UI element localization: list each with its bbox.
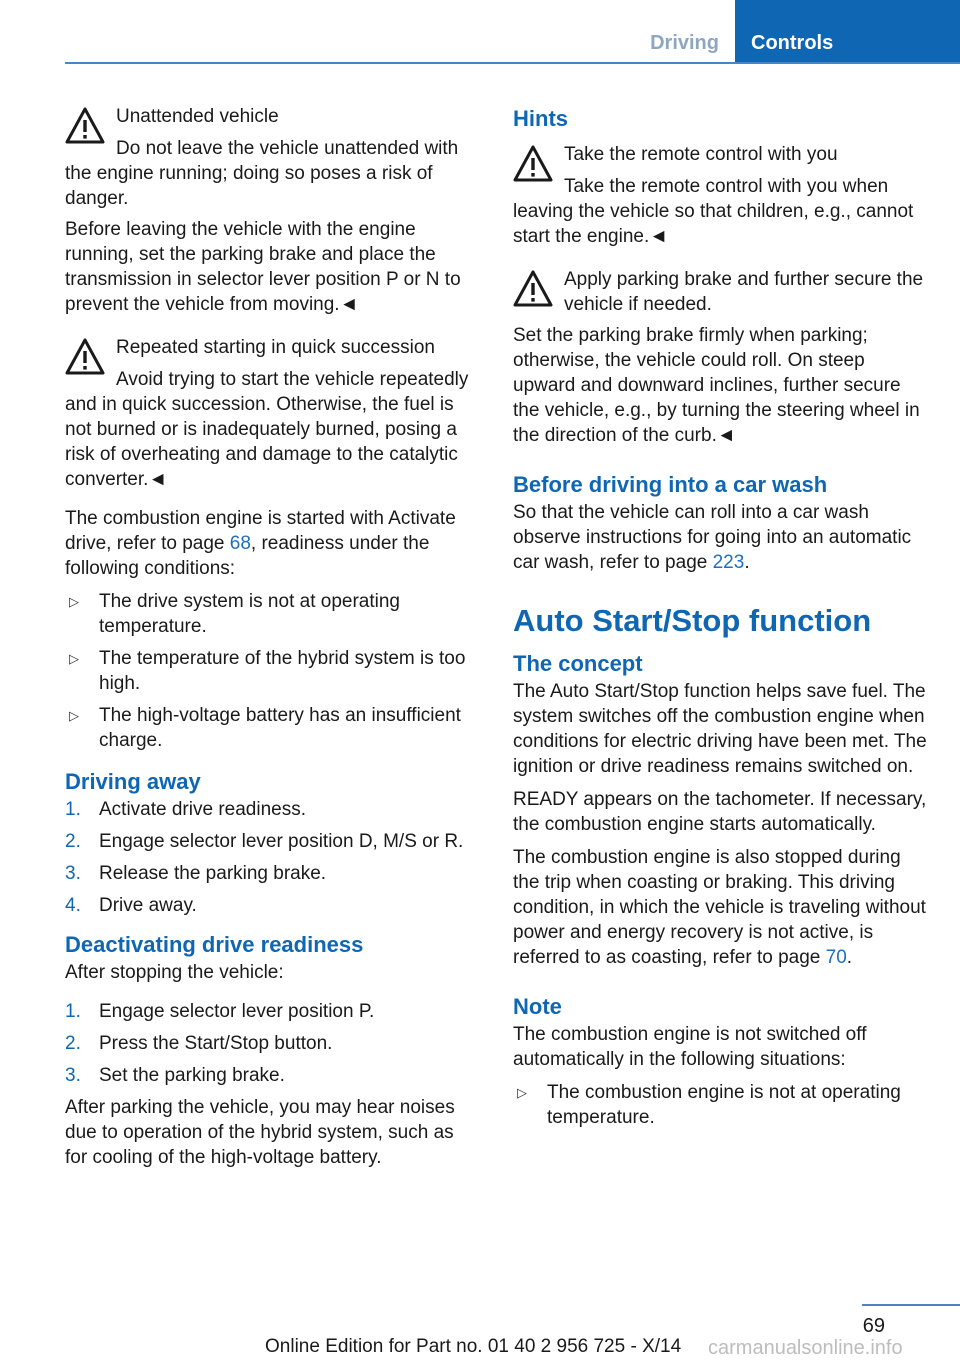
deactivating-steps [65,999,480,1088]
page-link[interactable]: 70 [825,947,847,968]
list-item: ▷ The combustion engine is not at operating temperature. [517,1082,901,1128]
watermark: carmanualsonline.info [708,1337,903,1359]
edition-text: Online Edition for Part no. 01 40 2 956 725 - X/14 [265,1336,682,1357]
chapter-tab: Controls [735,0,960,62]
list-item: ▷ The high-voltage battery has an insufficient charge. [69,705,461,751]
warning-title: Repeated starting in quick succession [116,337,435,358]
heading-auto-start-stop: Auto Start/Stop function [513,603,872,638]
paragraph: The combustion engine is also stopped during the trip when coasting or braking. This driving condition, in which the vehicle is traveling without power and energy recovery is not active, is referred to as coasting, refer to page 70. [513,847,926,968]
warning-unattended-vehicle [65,104,480,211]
list-item: 2. Press the Start/Stop button. [65,1033,333,1054]
warning-text: Take the remote control with you when leaving the vehicle so that children, e.g., cannot start the engine.◄ [513,176,914,247]
list-item: 1. Engage selector lever position P. [65,1001,375,1022]
heading-deactivating: Deactivating drive readiness [65,932,364,957]
right-column [513,104,928,1140]
paragraph: The Auto Start/Stop function helps save fuel. The system switches off the combustion engine when conditions for electric driving have been met. The ignition or drive readiness remains switched on. [513,681,927,777]
page-footer [0,1304,960,1362]
heading-hints: Hints [513,106,568,131]
list-item: 1. Activate drive readiness. [65,799,306,820]
warning-remote-control [513,142,928,249]
bullet-triangle-icon: ▷ [69,651,79,666]
left-column [65,104,480,1178]
list-item: ▷ The temperature of the hybrid system is too high. [69,648,466,694]
warning-text: Avoid trying to start the vehicle repeatedly and in quick succession. Otherwise, the fuel is not burned or is inadequately burned, posing a risk of overheating and damage to the catalytic converter.◄ [65,369,469,490]
paragraph: After stopping the vehicle: [65,962,284,983]
warning-triangle-icon [513,269,553,309]
bullet-triangle-icon: ▷ [69,594,79,609]
paragraph: So that the vehicle can roll into a car wash observe instructions for going into an automatic car wash, refer to page 223. [513,502,912,573]
list-item: 3. Set the parking brake. [65,1065,285,1086]
page-header [65,0,960,64]
warning-triangle-icon [65,337,105,377]
footer-rule [862,1304,960,1306]
section-label: Driving [650,32,719,54]
note-list [513,1080,928,1130]
bullet-triangle-icon: ▷ [69,708,79,723]
paragraph: Set the parking brake firmly when parking; otherwise, the vehicle could roll. On steep upward and downward inclines, further secure the vehicle, e.g., by turning the steering wheel in the direction of the curb.◄ [513,325,920,446]
page-number: 69 [862,1315,885,1337]
list-item: 2. Engage selector lever position D, M/S or R. [65,831,464,852]
paragraph-intro: The combustion engine is started with Activate drive, refer to page 68, readiness under the following conditions: [65,508,456,579]
list-item: 4. Drive away. [65,895,197,916]
paragraph: READY appears on the tachometer. If necessary, the combustion engine starts automatically. [513,789,927,835]
heading-driving-away: Driving away [65,769,201,794]
bullet-triangle-icon: ▷ [517,1085,527,1100]
heading-note: Note [513,994,562,1019]
warning-parking-brake [513,267,928,317]
heading-car-wash: Before driving into a car wash [513,472,828,497]
warning-title: Unattended vehicle [116,106,279,127]
warning-repeated-starting [65,335,480,492]
warning-title: Take the remote control with you [564,144,838,165]
list-item: 3. Release the parking brake. [65,863,327,884]
paragraph: The combustion engine is not switched off automatically in the following situations: [513,1024,867,1070]
warning-triangle-icon [65,106,105,146]
page-link[interactable]: 223 [712,552,745,573]
warning-triangle-icon [513,144,553,184]
heading-concept: The concept [513,651,643,676]
warning-text: Do not leave the vehicle unattended with the engine running; doing so poses a risk of danger. [65,138,459,209]
conditions-list [65,589,480,753]
paragraph: After parking the vehicle, you may hear noises due to operation of the hybrid system, such as for cooling of the high-voltage battery. [65,1097,455,1168]
driving-away-steps [65,797,480,918]
list-item: ▷ The drive system is not at operating temperature. [69,591,400,637]
page-link[interactable]: 68 [229,533,251,554]
warning-title: Apply parking brake and further secure the vehicle if needed. [564,269,924,315]
paragraph: Before leaving the vehicle with the engine running, set the parking brake and place the transmission in selector lever position P or N to prevent the vehicle from moving.◄ [65,219,461,315]
